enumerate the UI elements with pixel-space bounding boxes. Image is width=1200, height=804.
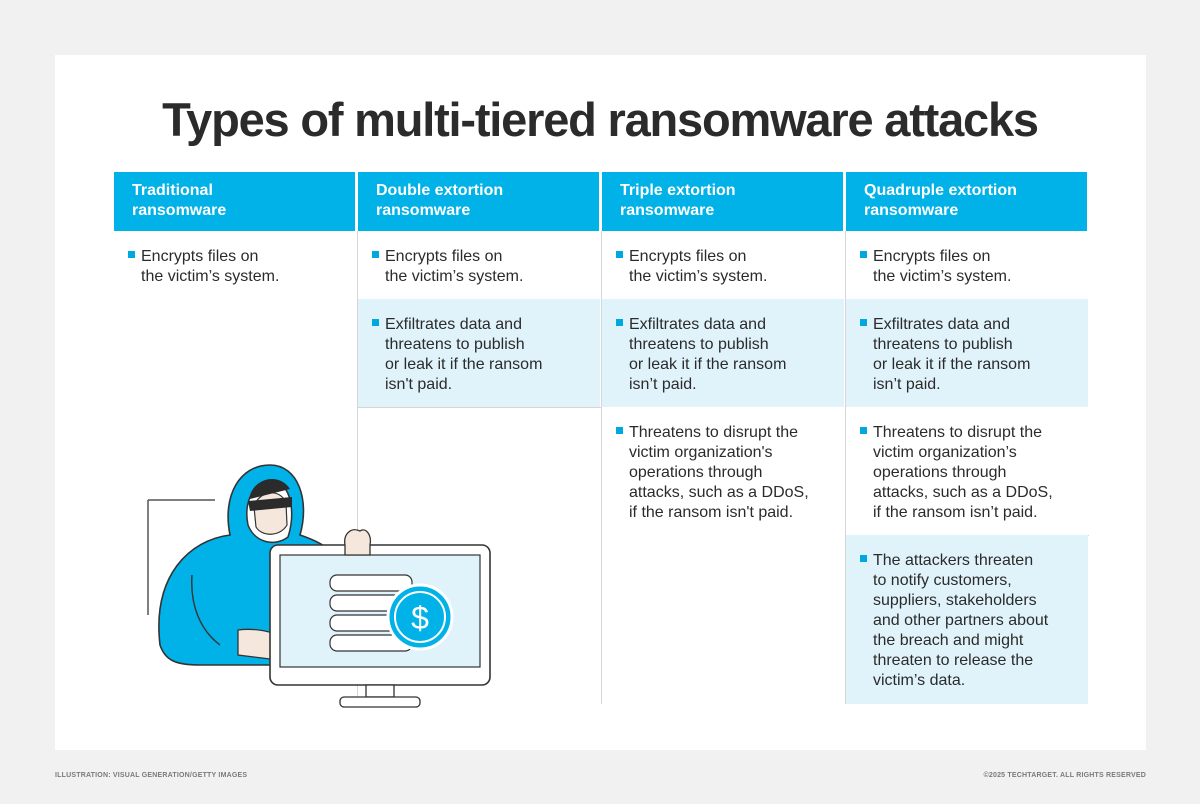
item-label: Exfiltrates data and threatens to publish or leak it if the ransom isn't paid. [385, 316, 543, 393]
list-item [846, 407, 1088, 535]
item-label: Threatens to disrupt the victim organization's operations through attacks, such as a DDoS, if the ransom isn't paid. [629, 424, 809, 521]
bullet-icon [860, 555, 867, 562]
header-label: Triple extortion ransomware [620, 182, 736, 219]
bullet-icon [616, 251, 623, 258]
item-text [616, 315, 832, 395]
list-item [358, 299, 600, 407]
header-label: Quadruple extortion ransomware [864, 182, 1017, 219]
item-label: Encrypts files on the victim’s system. [873, 248, 1012, 285]
item-label: Exfiltrates data and threatens to publish or leak it if the ransom isn’t paid. [873, 316, 1031, 393]
bullet-icon [860, 319, 867, 326]
row-divider [358, 407, 601, 408]
item-text [860, 423, 1076, 523]
list-item [846, 231, 1088, 299]
item-label: Encrypts files on the victim’s system. [385, 248, 524, 285]
item-label: Threatens to disrupt the victim organization’s operations through attacks, such as a DDoS, if the ransom isn’t paid. [873, 424, 1053, 521]
item-text [616, 423, 832, 523]
list-item [114, 231, 356, 299]
list-item [602, 231, 844, 299]
item-text [860, 247, 1076, 287]
header-label: Traditional ransomware [132, 182, 227, 219]
item-text [372, 315, 588, 395]
item-label: The attackers threaten to notify customers, suppliers, stakeholders and other partners about the breach and might threaten to release the victim’s data. [873, 552, 1049, 689]
column-header-triple [602, 172, 843, 231]
bullet-icon [616, 319, 623, 326]
list-item [602, 299, 844, 407]
item-text [616, 247, 832, 287]
item-text [128, 247, 344, 287]
bullet-icon [128, 251, 135, 258]
bullet-icon [372, 251, 379, 258]
bullet-icon [860, 427, 867, 434]
column-header-traditional [114, 172, 355, 231]
bullet-icon [616, 427, 623, 434]
list-item [358, 231, 600, 299]
item-text [372, 247, 588, 287]
list-item [602, 407, 844, 535]
column-header-quadruple [846, 172, 1087, 231]
item-text [860, 551, 1076, 691]
dollar-sign: $ [411, 600, 429, 636]
hacker-at-computer-icon [130, 455, 500, 710]
item-label: Exfiltrates data and threatens to publish or leak it if the ransom isn’t paid. [629, 316, 787, 393]
copyright: ©2025 TECHTARGET. ALL RIGHTS RESERVED [983, 772, 1146, 779]
bullet-icon [372, 319, 379, 326]
column-header-double [358, 172, 599, 231]
header-label: Double extortion ransomware [376, 182, 504, 219]
item-label: Encrypts files on the victim’s system. [629, 248, 768, 285]
list-item [846, 535, 1088, 704]
page-title: Types of multi-tiered ransomware attacks [162, 93, 1038, 146]
image-credit: ILLUSTRATION: VISUAL GENERATION/GETTY IMAGES [55, 772, 248, 779]
item-label: Encrypts files on the victim’s system. [141, 248, 280, 285]
bullet-icon [860, 251, 867, 258]
item-text [860, 315, 1076, 395]
list-item [846, 299, 1088, 407]
